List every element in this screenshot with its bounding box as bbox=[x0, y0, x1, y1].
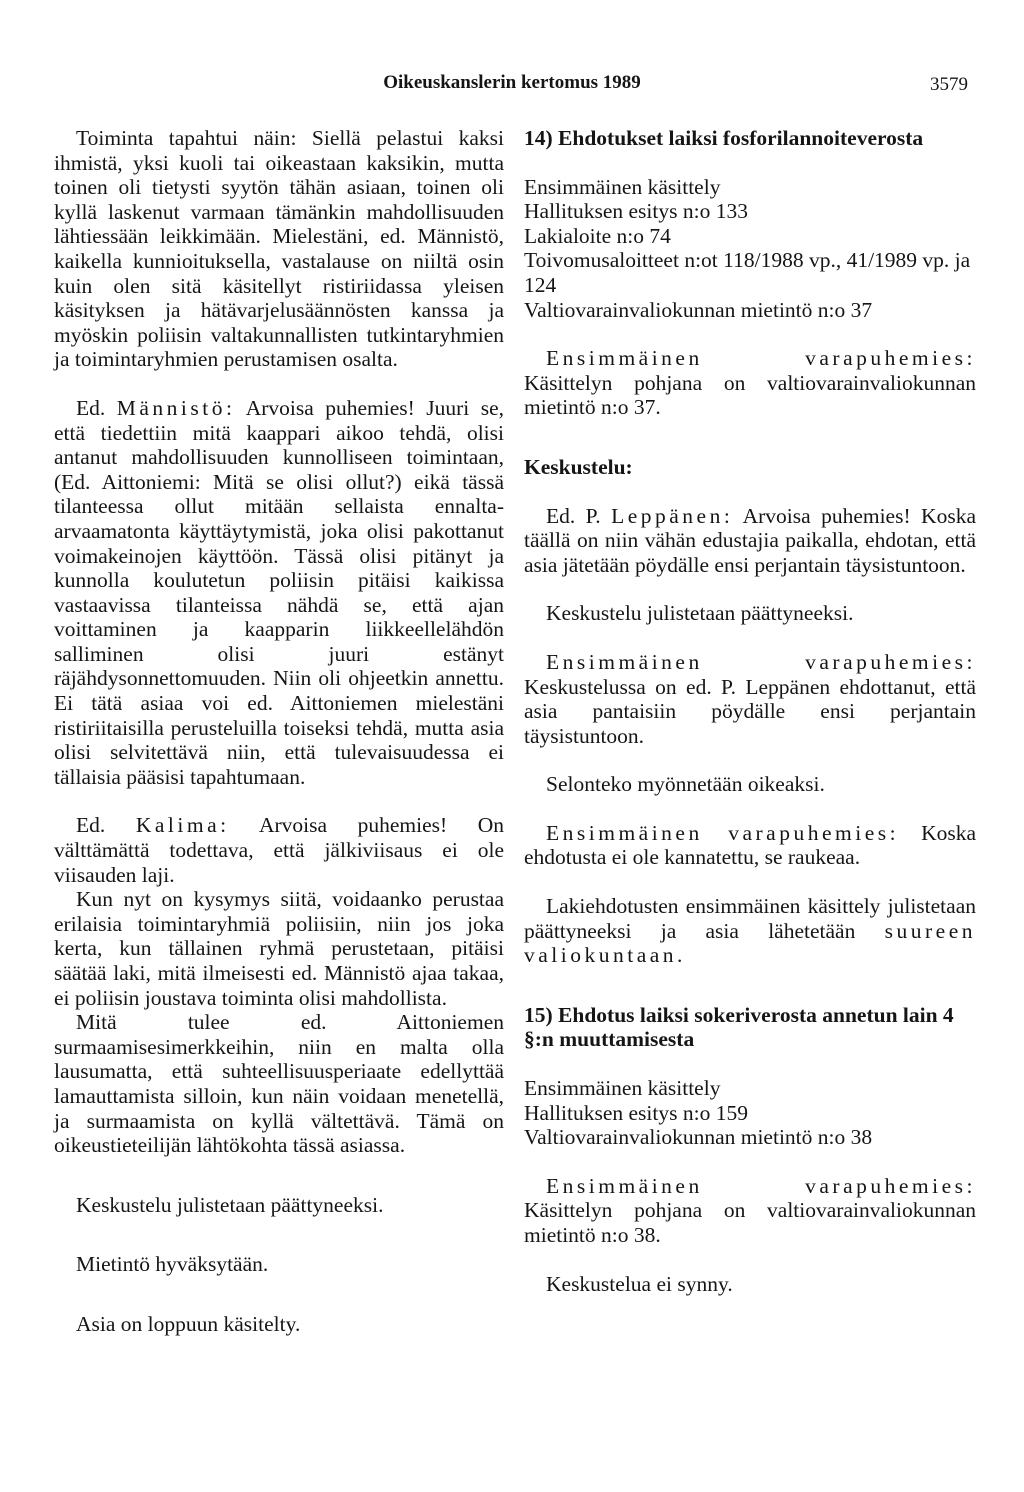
speech-text: Keskustelussa on ed. P. Leppänen ehdottanut, että asia pantaisiin pöydälle ensi perjantain täysistuntoon. bbox=[524, 674, 976, 748]
speaker-name: Ensimmäinen varapuhemies: bbox=[546, 346, 976, 371]
section-heading-15: 15) Ehdotus laiksi sokeriverosta annetun lain 4 §:n muuttamisesta bbox=[524, 1002, 954, 1052]
speech-kalima bbox=[54, 813, 504, 887]
speaker-name: Ensimmäinen varapuhemies: bbox=[546, 820, 900, 845]
committee-name: suureen valiokuntaan. bbox=[524, 918, 976, 968]
running-header-title: Oikeuskanslerin kertomus 1989 bbox=[383, 72, 641, 93]
detail-line: Valtiovarainvaliokunnan mietintö n:o 37 bbox=[524, 297, 873, 322]
paragraph: Kun nyt on kysymys siitä, voidaanko perustaa erilaisia toimintaryhmiä poliisiin, niin jos joka kerta, kun tällainen ryhmä perustetaan, pitäisi säätää laki, mitä ilmeisesti ed. Männistö ajaa takaa, ei poliisin joustava toiminta olisi mahdollista. bbox=[54, 887, 504, 1010]
section-15-details bbox=[524, 1076, 976, 1150]
statement-text: Lakiehdotusten ensimmäinen käsittely julistetaan päättyneeksi ja asia lähetetään bbox=[524, 894, 976, 943]
right-column bbox=[524, 126, 976, 1296]
detail-line: Valtiovarainvaliokunnan mietintö n:o 38 bbox=[524, 1125, 873, 1150]
closing-statement: Asia on loppuun käsitelty. bbox=[76, 1311, 301, 1336]
speech-varapuhemies bbox=[524, 346, 976, 420]
speech-text: Käsittelyn pohjana on valtiovarainvaliokunnan mietintö n:o 38. bbox=[524, 1198, 976, 1247]
speaker-name: Leppänen: bbox=[611, 503, 734, 528]
paragraph-continuation: Toiminta tapahtui näin: Siellä pelastui kaksi ihmistä, yksi kuoli tai oikeastaan kaksikin, mutta toinen oli tietysti syytön tähän asiaan, toinen oli kyllä laskenut varmaan tämänkin mahdollisuuden lähtiessään leikkimään. Mielestäni, ed. Männistö, kaikella kunnioituksella, vastalause on niiltä osin kuin olen sitä käsitellyt ristiriidassa yleisen käsityksen ja hätävarjelusäännösten kanssa ja myöskin poliisin valtakunnallisten tutkintaryhmien ja toimintaryhmien perustamisen osalta. bbox=[54, 126, 504, 372]
speech-text: Arvoisa puhemies! Koska täällä on niin vähän edustajia paikalla, ehdotan, että asia jätetään pöydälle ensi perjantain täysistuntoon. bbox=[524, 503, 976, 577]
speech-text: Koska ehdotusta ei ole kannatettu, se raukeaa. bbox=[524, 820, 976, 870]
section-14-details bbox=[524, 175, 976, 323]
closing-statement: Keskustelu julistetaan päättyneeksi. bbox=[76, 1192, 384, 1217]
statement bbox=[524, 894, 976, 968]
speech-text: Käsittelyn pohjana on valtiovarainvaliokunnan mietintö n:o 37. bbox=[524, 370, 976, 420]
paragraph: Mitä tulee ed. Aittoniemen surmaamisesimerkkeihin, niin en malta olla lausumatta, että suhteellisuusperiaate edellyttää lamauttamista silloin, kun näin voidaan menetellä, ja surmaamista on kyllä vältettävä. Tämä on oikeustieteilijän lähtökohta tässä asiassa. bbox=[54, 1010, 504, 1158]
page-number: 3579 bbox=[930, 74, 968, 95]
section-heading-14: 14) Ehdotukset laiksi fosforilannoiteverosta bbox=[524, 126, 924, 150]
speech-prefix: Ed. bbox=[76, 395, 106, 420]
speech-varapuhemies bbox=[524, 650, 976, 748]
speech-prefix: Ed. bbox=[76, 813, 106, 838]
speech-varapuhemies bbox=[524, 1174, 976, 1248]
discussion-heading: Keskustelu: bbox=[524, 454, 633, 479]
left-column bbox=[54, 126, 504, 1337]
detail-line: Toivomusaloitteet n:ot 118/1988 vp., 41/1989 vp. ja 124 bbox=[524, 248, 971, 297]
speaker-name: Männistö: bbox=[116, 395, 236, 420]
speaker-name: Ensimmäinen varapuhemies: bbox=[546, 649, 976, 674]
closing-statement: Keskustelu julistetaan päättyneeksi. bbox=[546, 601, 854, 626]
speech-leppanen bbox=[524, 504, 976, 578]
statement: Selonteko myönnetään oikeaksi. bbox=[546, 772, 825, 797]
speaker-name: Ensimmäinen varapuhemies: bbox=[546, 1173, 976, 1198]
closing-statement: Mietintö hyväksytään. bbox=[76, 1252, 269, 1277]
speaker-name: Kalima: bbox=[135, 813, 230, 838]
speech-mannisto bbox=[54, 396, 504, 790]
detail-line: Hallituksen esitys n:o 159 bbox=[524, 1100, 748, 1125]
speech-text: Arvoisa puhemies! On välttämättä todettava, että jälkiviisaus ei ole viisauden laji. bbox=[54, 813, 504, 887]
statement: Keskustelua ei synny. bbox=[546, 1271, 733, 1296]
detail-line: Hallituksen esitys n:o 133 bbox=[524, 199, 748, 224]
speech-varapuhemies bbox=[524, 821, 976, 870]
detail-line: Lakialoite n:o 74 bbox=[524, 223, 671, 248]
detail-line: Ensimmäinen käsittely bbox=[524, 1076, 721, 1101]
detail-line: Ensimmäinen käsittely bbox=[524, 174, 721, 199]
speech-prefix: Ed. P. bbox=[546, 503, 601, 528]
speech-text: Arvoisa puhemies! Juuri se, että tiedettiin mitä kaappari aikoo tehdä, olisi antanut mahdollisuuden kunnolliseen toimintaan, (Ed. Aittoniemi: Mitä se olisi ollut?) eikä tässä tilanteessa ollut mitään sellaista ennalta-arvaamatonta käyttäytymistä, joka olisi pakottanut voimakeinojen käyttöön. Tässä olisi pitänyt ja kunnolla koulutetun poliisin pitäisi kaikissa vastaavissa tilanteissa nähdä se, että ajan voittaminen ja kaapparin liikkeellelähdön salliminen olisi juuri estänyt räjähdysonnettomuuden. Niin oli ohjeetkin annettu. Ei tätä asiaa voi ed. Aittoniemen mielestäni ristiriitaisilla perusteluilla toiseksi tehdä, mutta asia olisi selvitettävä niin, että tulevaisuudessa ei tällaisia pääsisi tapahtumaan. bbox=[54, 395, 505, 789]
